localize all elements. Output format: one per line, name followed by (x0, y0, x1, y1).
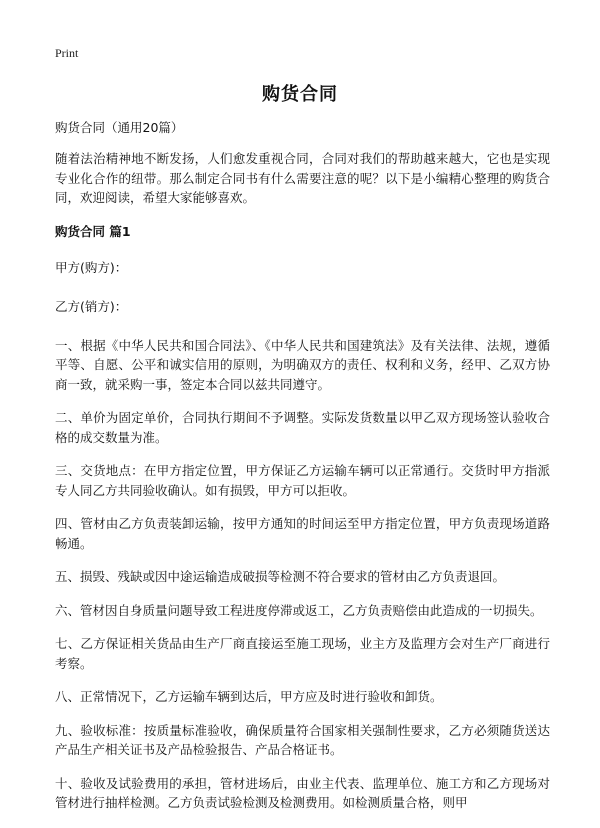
document-title: 购货合同 (262, 84, 338, 105)
intro-paragraph: 随着法治精神地不断发扬，人们愈发重视合同，合同对我们的帮助越来越大，它也是实现专业化合作的纽带。那么制定合同书有什么需要注意的呢？以下是小编精心整理的购货合同，欢迎阅读，希望大家能够喜欢。 (55, 151, 550, 205)
clause-10: 十、验收及试验费用的承担，管材进场后，由业主代表、监理单位、施工方和乙方现场对管材进行抽样检测。乙方负责试验检测及检测费用。如检测质量合格，则甲 (55, 775, 550, 810)
clause-4: 四、管材由乙方负责装卸运输，按甲方通知的时间运至甲方指定位置，甲方负责现场道路畅通。 (55, 516, 550, 551)
clause-1: 一、根据《中华人民共和国合同法》、《中华人民共和国建筑法》及有关法律、法规，遵循平等、自愿、公平和诚实信用的原则，为明确双方的责任、权利和义务，经甲、乙双方协商一致，就采购一事，签定本合同以兹共同遵守。 (55, 337, 550, 392)
clause-8: 八、正常情况下，乙方运输车辆到达后，甲方应及时进行验收和卸货。 (55, 689, 443, 704)
document-subtitle: 购货合同（通用20篇） (55, 120, 184, 135)
section-heading: 购货合同 篇1 (55, 223, 131, 239)
print-label: Print (55, 46, 79, 60)
clause-9: 九、验收标准：按质量标准验收，确保质量符合国家相关强制性要求，乙方必须随货送达产品生产相关证书及产品检验报告、产品合格证书。 (55, 722, 550, 757)
document-body (55, 118, 550, 827)
clause-3: 三、交货地点：在甲方指定位置，甲方保证乙方运输车辆可以正常通行。交货时甲方指派专人同乙方共同验收确认。如有损毁，甲方可以拒收。 (55, 463, 550, 498)
clause-7: 七、乙方保证相关货品由生产厂商直接运至施工现场，业主方及监理方会对生产厂商进行考察。 (55, 636, 550, 671)
party-a-line: 甲方(购方)： (55, 259, 128, 275)
clause-2: 二、单价为固定单价，合同执行期间不予调整。实际发货数量以甲乙双方现场签认验收合格的成交数量为准。 (55, 410, 550, 445)
party-b-line: 乙方(销方)： (55, 298, 128, 314)
clause-6: 六、管材因自身质量问题导致工程进度停滞或返工，乙方负责赔偿由此造成的一切损失。 (55, 602, 543, 618)
clause-5: 五、损毁、残缺或因中途运输造成破损等检测不符合要求的管材由乙方负责退回。 (55, 569, 506, 584)
